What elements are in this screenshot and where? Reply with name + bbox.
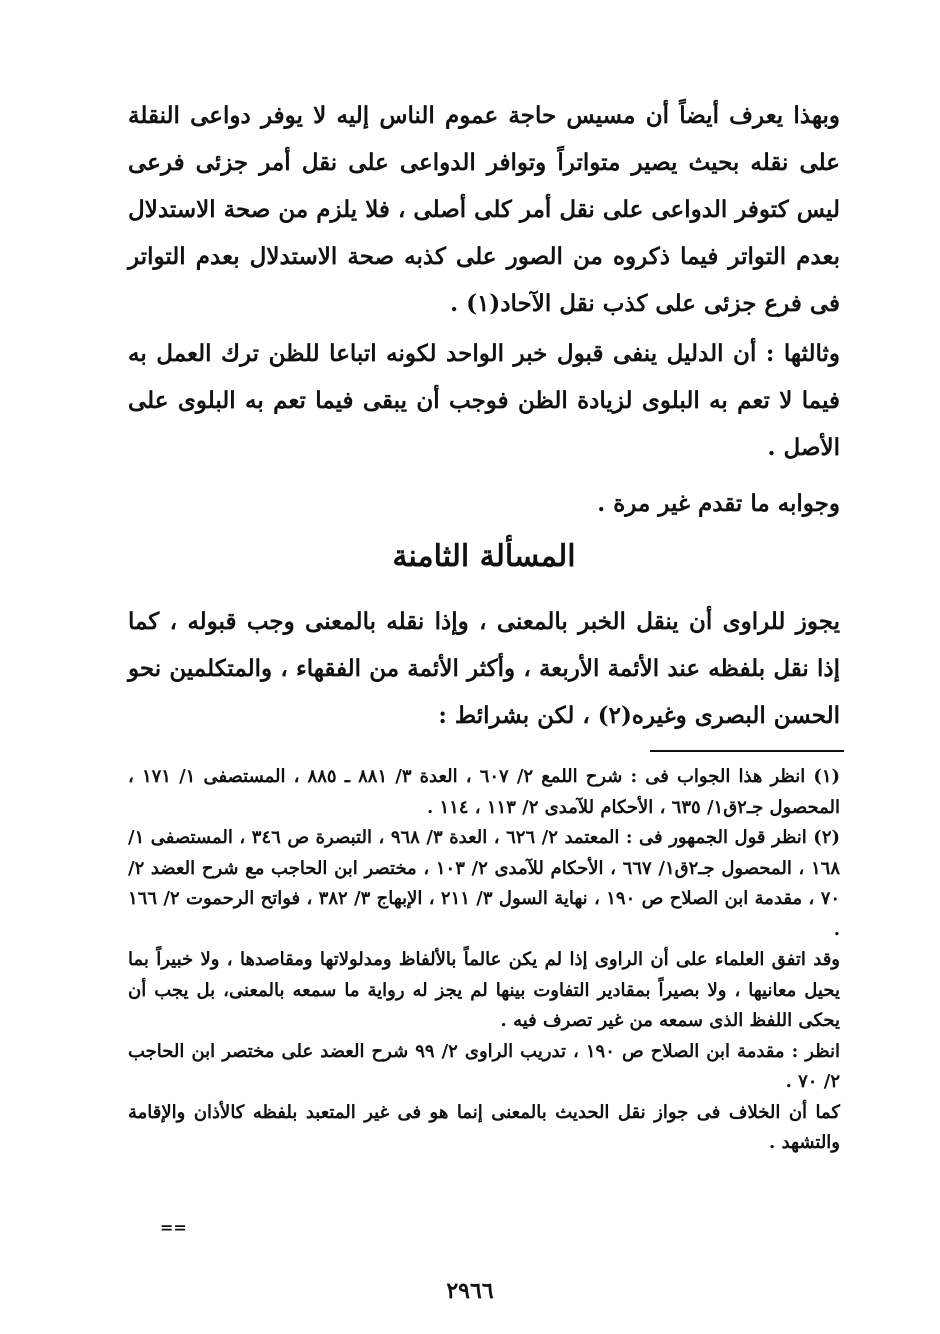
- paragraph-4: يجوز للراوى أن ينقل الخبر بالمعنى ، وإذا نقله بالمعنى وجب قبوله ، كما إذا نقل بلفظه عند الأئمة الأربعة ، وأكثر الأئمة من الفقهاء ، والمتكلمين نحو الحسن البصرى وغيره(٢) ، لكن بشرائط :: [128, 608, 840, 729]
- paragraph-3: وجوابه ما تقدم غير مرة .: [597, 490, 840, 517]
- footnote-2-continuation-3: كما أن الخلاف فى جواز نقل الحديث بالمعنى إنما هو فى غير المتعبد بلفظه كالأذان والإقامة والتشهد .: [128, 1101, 840, 1153]
- paragraph-2-text: أن الدليل ينفى قبول خبر الواحد لكونه اتباعا للظن ترك العمل به فيما لا تعم به البلوى لزيادة الظن فوجب أن يبقى فيما تعم به البلوى على الأصل .: [128, 340, 840, 461]
- page-number: ٢٩٦٦: [446, 1278, 494, 1304]
- footnote-2: (٢) انظر قول الجمهور فى : المعتمد ٢/ ٦٢٦ ، العدة ٣/ ٩٦٨ ، التبصرة ص ٣٤٦ ، المستصفى ١/ ١٦٨ ، المحصول جـ٢ق١/ ٦٦٧ ، الأحكام للآمدى ٢/ ١٠٣ ، مختصر ابن الحاجب مع شرح العضد ٢/ ٧٠ ، مقدمة ابن الصلاح ص ١٩٠ ، نهاية السول ٣/ ٢١١ ، الإبهاج ٣/ ٣٨٢ ، فواتح الرحموت ٢/ ١٦٦ .: [128, 827, 841, 940]
- paragraph-2: [128, 330, 840, 471]
- footnote-2-continuation-2: انظر : مقدمة ابن الصلاح ص ١٩٠ ، تدريب الراوى ٢/ ٩٩ شرح العضد على مختصر ابن الحاجب ٢/ ٧٠ .: [128, 1040, 840, 1092]
- footnote-1: (١) انظر هذا الجواب فى : شرح اللمع ٢/ ٦٠٧ ، العدة ٣/ ٨٨١ ـ ٨٨٥ ، المستصفى ١/ ١٧١ ، المحصول جـ٢ق١/ ٦٣٥ ، الأحكام للآمدى ٢/ ١١٣ ، ١١٤ .: [128, 766, 841, 818]
- paragraph-1: وبهذا يعرف أيضاً أن مسيس حاجة عموم الناس إليه لا يوفر دواعى النقلة على نقله بحيث يصير متواتراً وتوافر الدواعى على نقل أمر جزئى فرعى ليس كتوفر الدواعى على نقل أمر كلى أصلى ، فلا يلزم من صحة الاستدلال بعدم التواتر فيما ذكروه من الصور على كذبه صحة الاستدلال بعدم التواتر فى فرع جزئى على كذب نقل الآحاد(١) .: [128, 102, 840, 317]
- footnote-2-continuation-1: وقد اتفق العلماء على أن الراوى إذا لم يكن عالماً بالألفاظ ومدلولاتها ومقاصدها ، ولا خبيراً بما يحيل معانيها ، ولا بصيراً بمقادير التفاوت بينها لم يجز له رواية ما سمعه بالمعنى، بل يجب أن يحكى اللفظ الذى سمعه من غير تصرف فيه .: [128, 949, 840, 1031]
- paragraph-2-lead: وثالثها :: [765, 340, 840, 367]
- section-heading: المسألة الثامنة: [392, 539, 576, 574]
- continuation-marker: ==: [160, 1218, 187, 1237]
- footnote-divider: [650, 750, 844, 752]
- footnotes: [128, 762, 840, 1159]
